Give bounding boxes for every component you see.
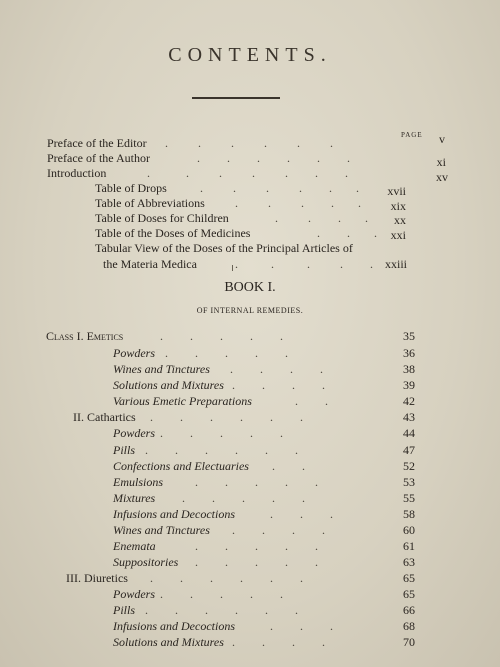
toc-entry-label: Powders — [113, 587, 155, 601]
toc-entry-label: Pills — [113, 443, 136, 457]
toc-entry-label: the Materia Medica — [103, 257, 197, 271]
leader-dots: . . . . . — [195, 555, 318, 569]
toc-entry — [47, 150, 446, 169]
leader-dots: . . . . . . . — [147, 166, 348, 180]
toc-entry-page: v — [439, 132, 445, 146]
toc-entry-page: 66 — [403, 603, 415, 617]
toc-entry-page: 60 — [403, 523, 415, 537]
toc-entry-page: xvii — [387, 184, 406, 198]
toc-entry — [95, 180, 415, 196]
toc-entry-page: 47 — [403, 443, 415, 457]
book-subheading: OF INTERNAL REMEDIES. — [196, 306, 304, 315]
toc-entry-page: xv — [436, 170, 448, 184]
toc-entry — [0, 634, 500, 650]
toc-entry-label: Various Emetic Preparations — [113, 394, 252, 408]
leader-dots: . . . . — [232, 635, 325, 649]
leader-dots: . . . . . — [235, 257, 373, 271]
toc-entry-label: Table of Drops — [95, 181, 167, 195]
toc-entry — [0, 490, 500, 506]
toc-entry-page: 65 — [403, 587, 415, 601]
toc-entry-label: III. Diuretics — [66, 571, 128, 585]
toc-entry — [95, 195, 415, 211]
toc-entry — [0, 618, 500, 634]
leader-dots: . . . . . — [195, 539, 318, 553]
leader-dots: . . . . . — [160, 587, 283, 601]
toc-entry-label: Table of Abbreviations — [95, 196, 205, 210]
toc-entry-page: 65 — [403, 571, 415, 585]
toc-entry-page: 70 — [403, 635, 415, 649]
toc-entry-page: 58 — [403, 507, 415, 521]
toc-entry-page: 53 — [403, 475, 415, 489]
leader-dots: . . . . . . — [150, 571, 303, 585]
toc-entry-label: Mixtures — [113, 491, 156, 505]
toc-entry-label: Solutions and Mixtures — [113, 378, 224, 392]
toc-entry — [0, 409, 500, 425]
toc-entry-label: Preface of the Author — [47, 151, 150, 165]
toc-entry-page: 68 — [403, 619, 415, 633]
toc-entry-label: Enemata — [113, 539, 156, 553]
page-column-header: PAGE — [401, 131, 423, 139]
leader-dots: . . — [272, 459, 305, 473]
toc-entry — [95, 210, 415, 226]
leader-dots: . . . . — [275, 211, 368, 225]
toc-entry-page: xix — [390, 199, 406, 213]
toc-entry-page: xxiii — [384, 257, 407, 271]
toc-entry-page: 63 — [403, 555, 415, 569]
toc-entry-label: Powders — [113, 426, 155, 440]
toc-entry-page: 52 — [403, 459, 415, 473]
leader-dots: . . . — [270, 619, 333, 633]
leader-dots: . . . . — [232, 523, 325, 537]
toc-entry-page: 39 — [403, 378, 415, 392]
toc-entry-label: Wines and Tinctures — [113, 362, 210, 376]
leader-dots: . . . . . . — [197, 151, 350, 165]
toc-entry — [0, 393, 500, 409]
toc-entry — [0, 570, 500, 586]
leader-dots: . . . . . — [195, 475, 318, 489]
toc-entry-page: xxi — [390, 228, 406, 242]
toc-entry — [0, 554, 500, 570]
leader-dots: . . . . . — [160, 426, 283, 440]
print-mark — [232, 265, 233, 271]
toc-entry — [0, 586, 500, 602]
toc-entry-label: Table of Doses for Children — [95, 211, 229, 225]
toc-entry-label: Confections and Electuaries — [113, 459, 249, 473]
leader-dots: . . . — [317, 226, 377, 240]
toc-entry-label: II. Cathartics — [73, 410, 136, 424]
toc-entry-label: Class I. Emetics — [46, 329, 124, 343]
toc-entry-label: Infusions and Decoctions — [113, 619, 235, 633]
toc-entry-page: 38 — [403, 362, 415, 376]
toc-entry-label: Preface of the Editor — [47, 136, 147, 150]
leader-dots: . . . . . — [235, 196, 361, 210]
leader-dots: . . . . — [232, 378, 325, 392]
toc-entry — [0, 442, 500, 458]
toc-entry-label: Table of the Doses of Medicines — [95, 226, 251, 240]
toc-entry-page: 35 — [403, 329, 415, 343]
toc-entry — [0, 458, 500, 474]
toc-entry — [0, 506, 500, 522]
toc-entry — [0, 377, 500, 393]
toc-entry-page: 55 — [403, 491, 415, 505]
toc-entry-label: Tabular View of the Doses of the Principal Articles of — [95, 241, 353, 255]
toc-entry-label: Solutions and Mixtures — [113, 635, 224, 649]
leader-dots: . . . . . . — [150, 410, 303, 424]
toc-entry — [0, 361, 500, 377]
leader-dots: . . . . . . — [200, 181, 359, 195]
toc-entry — [47, 165, 448, 184]
leader-dots: . . . . . — [165, 346, 288, 360]
leader-dots: . . . . . . — [165, 136, 333, 150]
toc-entry — [95, 256, 415, 272]
toc-entry-label: Powders — [113, 346, 155, 360]
toc-entry — [0, 538, 500, 554]
page-title: CONTENTS. — [168, 44, 332, 66]
toc-entry-page: 44 — [403, 426, 415, 440]
toc-entry-label: Wines and Tinctures — [113, 523, 210, 537]
toc-entry-label: Introduction — [47, 166, 107, 180]
leader-dots: . . . . . — [182, 491, 305, 505]
toc-entry-label: Emulsions — [113, 475, 164, 489]
toc-entry-page: 43 — [403, 410, 415, 424]
toc-entry — [0, 522, 500, 538]
toc-entry-page: 36 — [403, 346, 415, 360]
toc-entry — [95, 225, 415, 241]
toc-entry — [0, 474, 500, 490]
toc-entry-label: Suppositories — [113, 555, 179, 569]
toc-entry — [0, 425, 500, 441]
toc-entry-page: 42 — [403, 394, 415, 408]
toc-entry-page: xi — [436, 155, 446, 169]
toc-entry — [0, 328, 500, 344]
book-heading: BOOK I. — [224, 280, 276, 295]
toc-entry-label: Infusions and Decoctions — [113, 507, 235, 521]
leader-dots: . . . . . . — [145, 443, 298, 457]
toc-entry-label: Pills — [113, 603, 136, 617]
leader-dots: . . — [295, 394, 328, 408]
leader-dots: . . . — [270, 507, 333, 521]
leader-dots: . . . . . — [160, 329, 283, 343]
toc-entry-page: 61 — [403, 539, 415, 553]
leader-dots: . . . . . . — [145, 603, 298, 617]
toc-entry-page: xx — [394, 213, 406, 227]
toc-entry — [95, 240, 415, 256]
leader-dots: . . . . — [230, 362, 323, 376]
title-rule — [192, 97, 280, 99]
toc-entry — [0, 345, 500, 361]
toc-entry — [0, 602, 500, 618]
